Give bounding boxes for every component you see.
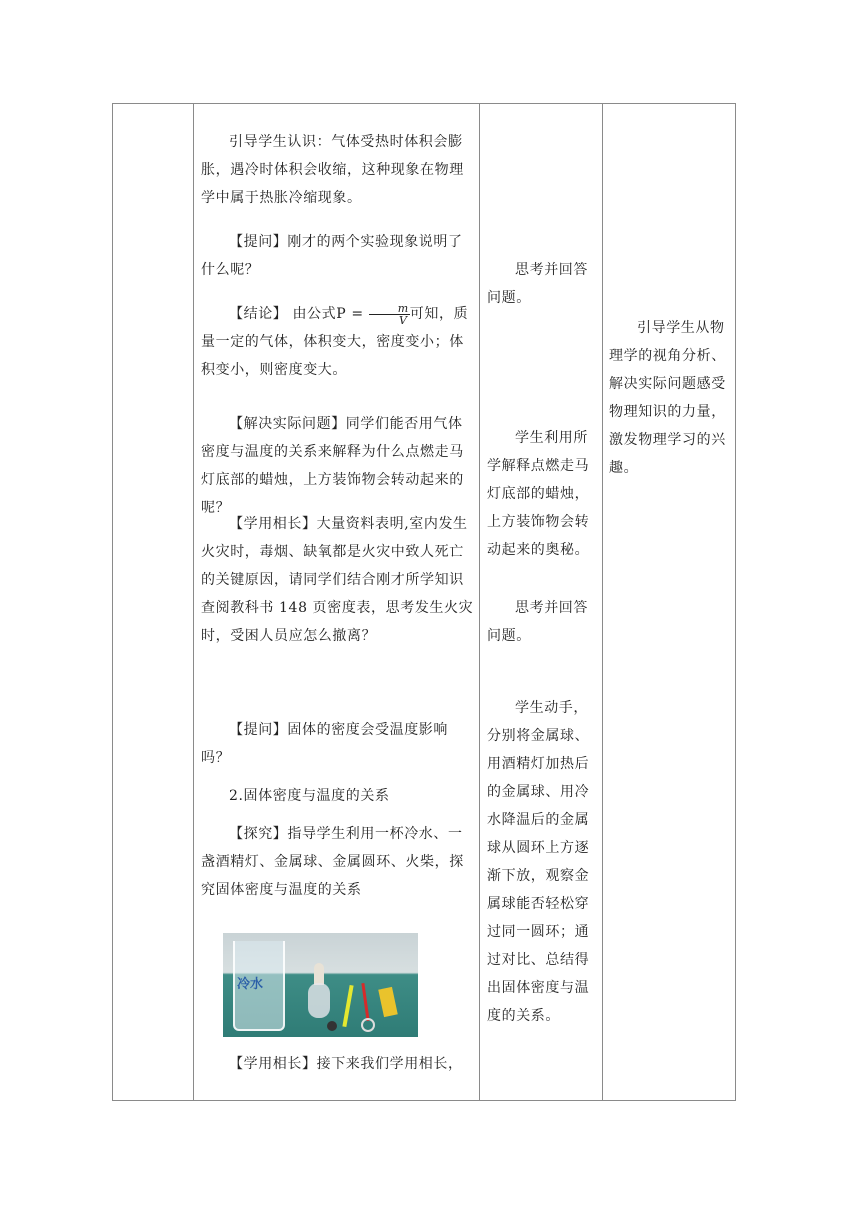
paragraph-explore: 【探究】指导学生利用一杯冷水、一盏酒精灯、金属球、金属圆环、火柴，探究固体密度与温度的关系: [201, 826, 464, 898]
design-intent-text: 引导学生从物理学的视角分析、解决实际问题感受物理知识的力量，激发物理学习的兴趣。: [609, 320, 726, 476]
student-answer-1: 思考并回答问题。: [487, 262, 588, 306]
formula-denominator: V: [398, 313, 408, 327]
formula-equals: =: [351, 306, 364, 322]
paragraph-question-2: 【提问】固体的密度会受温度影响吗？: [201, 722, 448, 766]
section-heading-solid-density: 2.固体密度与温度的关系: [229, 788, 390, 804]
paragraph-thermal-expansion: 引导学生认识：气体受热时体积会膨胀，遇冷时体积会收缩，这种现象在物理学中属于热胀冷缩现象。: [201, 134, 464, 206]
student-answer-2: 思考并回答问题。: [487, 600, 588, 644]
student-explain: 学生利用所学解释点燃走马灯底部的蜡烛，上方装饰物会转动起来的奥秘。: [487, 430, 590, 558]
paragraph-apply-2: 【学用相长】接下来我们学用相长，: [229, 1056, 463, 1072]
conclusion-lead: 【结论】 由公式P: [229, 306, 352, 322]
paragraph-question-1: 【提问】刚才的两个实验现象说明了什么呢？: [201, 234, 463, 278]
paragraph-real-problem: 【解决实际问题】同学们能否用气体密度与温度的关系来解释为什么点燃走马灯底部的蜡烛，上方装饰物会转动起来的呢？: [201, 416, 464, 516]
student-experiment: 学生动手，分别将金属球、用酒精灯加热后的金属球、用冷水降温后的金属球从圆环上方逐渐下放，观察金属球能否轻松穿过同一圆环；通过对比、总结得出固体密度与温度的关系。: [487, 700, 590, 1024]
lesson-table: [112, 103, 736, 1101]
beaker-label: 冷水: [237, 977, 264, 992]
conclusion-rest: 可知，质量一定的气体，体积变大，密度变小；体积变小，则密度变大。: [201, 306, 469, 378]
paragraph-apply-1: 【学用相长】大量资料表明,室内发生火灾时，毒烟、缺氧都是火灾中致人死亡的关键原因，请同学们结合刚才所学知识查阅教科书 148 页密度表，思考发生火灾时，受困人员应怎么撤离？: [201, 516, 474, 644]
design-intent-column: [113, 104, 735, 1100]
formula-numerator: m: [369, 303, 410, 315]
